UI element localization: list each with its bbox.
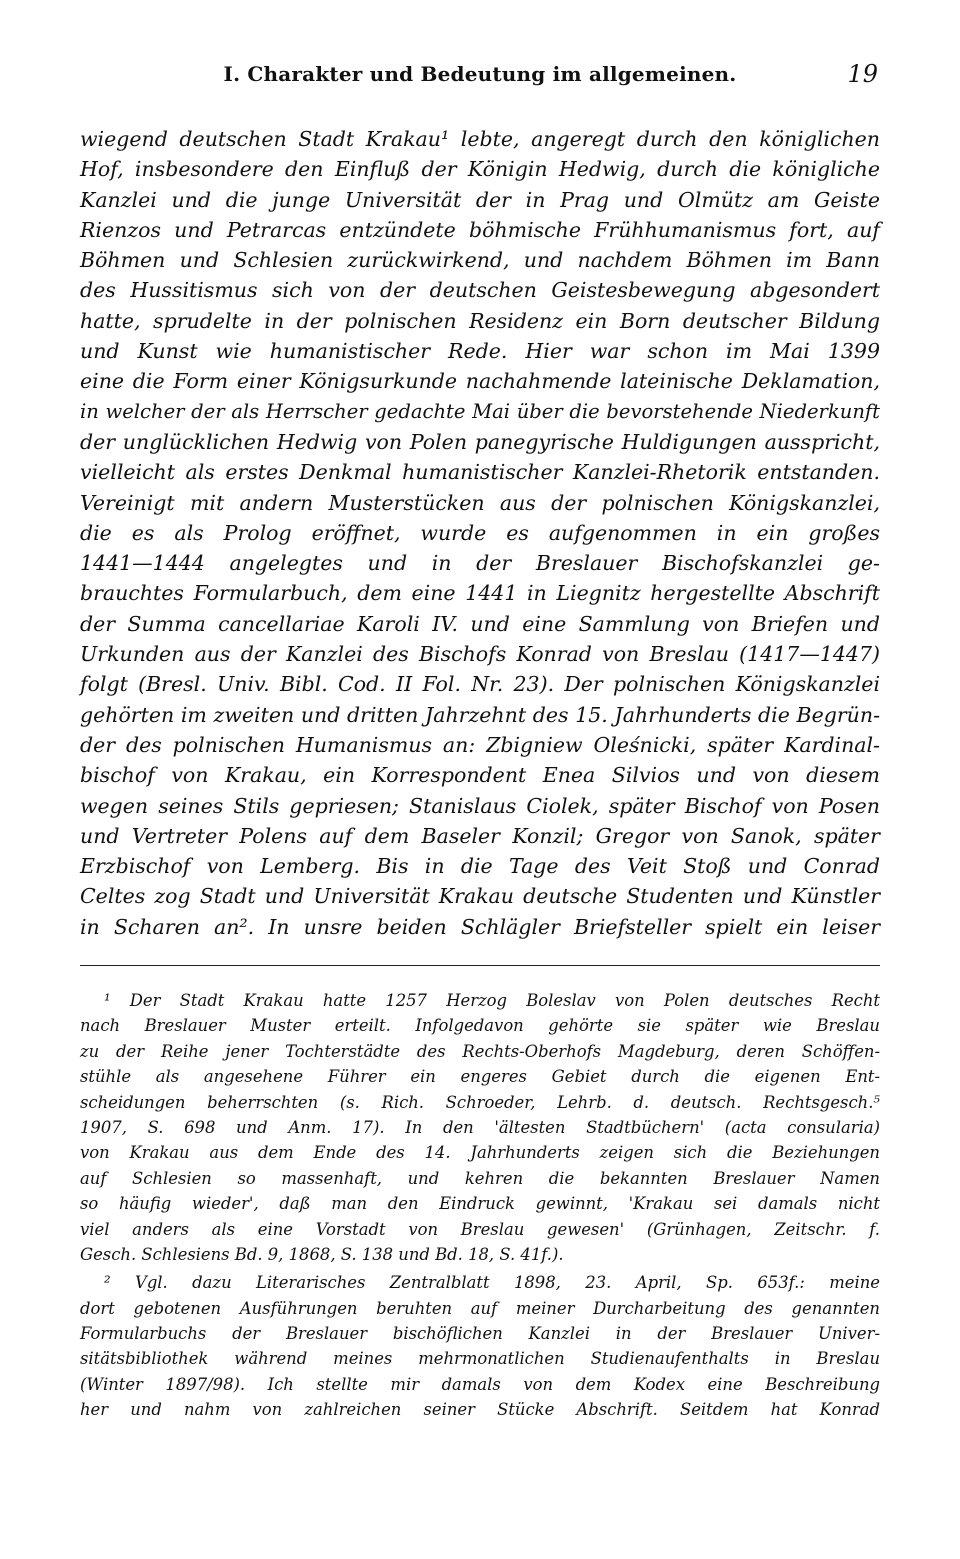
footnote-line: dort gebotenen Ausführungen beruhten auf meiner Durcharbeitung des genannten	[80, 1298, 880, 1318]
footnote-line: so häufig wieder', daß man den Eindruck gewinnt, 'Krakau sei damals nicht	[80, 1194, 880, 1214]
text-line: Kanzlei und die junge Universität der in Prag und Olmütz am Geiste	[80, 187, 880, 212]
text-line: und Vertreter Polens auf dem Baseler Konzil; Gregor von Sanok, später	[80, 823, 880, 848]
text-line: Urkunden aus der Kanzlei des Bischofs Konrad von Breslau (1417—1447)	[80, 642, 880, 667]
footnotes	[80, 988, 880, 1423]
footnote-line: sitätsbibliothek während meines mehrmonatlichen Studienaufenthalts in Breslau	[80, 1349, 880, 1369]
text-line: Hof, insbesondere den Einfluß der Königin Hedwig, durch die königliche	[80, 157, 880, 182]
chapter-title: I. Charakter und Bedeutung im allgemeinen.	[223, 62, 737, 86]
text-line: gehörten im zweiten und dritten Jahrzehnt des 15. Jahrhunderts die Begrün-	[80, 702, 880, 727]
footnote-line: auf Schlesien so massenhaft, und kehren die bekannten Breslauer Namen	[80, 1168, 880, 1188]
footnote-separator	[80, 965, 880, 966]
text-line: folgt (Bresl. Univ. Bibl. Cod. II Fol. Nr. 23). Der polnischen Königskanzlei	[80, 672, 880, 697]
footnote-line: nach Breslauer Muster erteilt. Infolgedavon gehörte sie später wie Breslau	[80, 1016, 880, 1036]
text-line: und Kunst wie humanistischer Rede. Hier war schon im Mai 1399	[80, 339, 880, 364]
text-line: 1441—1444 angelegtes und in der Breslauer Bischofskanzlei ge-	[80, 551, 880, 576]
text-line: in welcher der als Herrscher gedachte Mai über die bevorstehende Niederkunft	[80, 399, 880, 423]
footnote-1	[80, 988, 880, 1267]
footnote-2	[80, 1270, 880, 1422]
footnote-line: ¹ Der Stadt Krakau hatte 1257 Herzog Boleslav von Polen deutsches Recht	[104, 991, 880, 1010]
page-number: 19	[847, 60, 878, 88]
footnote-line: stühle als angesehene Führer ein engeres Gebiet durch die eigenen Ent-	[80, 1067, 880, 1087]
text-line: der Summa cancellariae Karoli IV. und eine Sammlung von Briefen und	[80, 611, 880, 636]
footnote-line: (Winter 1897/98). Ich stellte mir damals von dem Kodex eine Beschreibung	[80, 1374, 880, 1394]
text-line: der unglücklichen Hedwig von Polen panegyrische Huldigungen ausspricht,	[80, 429, 880, 454]
main-text	[80, 124, 880, 942]
text-line: hatte, sprudelte in der polnischen Residenz ein Born deutscher Bildung	[80, 308, 880, 333]
text-line: wiegend deutschen Stadt Krakau¹ lebte, angeregt durch den königlichen	[80, 127, 880, 151]
footnote-line: Formularbuchs der Breslauer bischöflichen Kanzlei in der Breslauer Univer-	[80, 1324, 880, 1344]
text-line: die es als Prolog eröffnet, wurde es aufgenommen in ein großes	[80, 520, 880, 545]
footnote-line: her und nahm von zahlreichen seiner Stücke Abschrift. Seitdem hat Konrad	[80, 1400, 880, 1420]
footnote-line: scheidungen beherrschten (s. Rich. Schroeder, Lehrb. d. deutsch. Rechtsgesch.⁵	[80, 1092, 880, 1112]
text-line: bischof von Krakau, ein Korrespondent Enea Silvios und von diesem	[80, 763, 880, 788]
text-line: in Scharen an². In unsre beiden Schlägler Briefsteller spielt ein leiser	[80, 914, 880, 939]
text-line: Erzbischof von Lemberg. Bis in die Tage des Veit Stoß und Conrad	[80, 854, 880, 879]
text-line: der des polnischen Humanismus an: Zbigniew Oleśnicki, später Kardinal-	[80, 732, 880, 757]
text-line: brauchtes Formularbuch, dem eine 1441 in Liegnitz hergestellte Abschrift	[80, 581, 880, 606]
footnote-line: viel anders als eine Vorstadt von Breslau gewesen' (Grünhagen, Zeitschr. f.	[80, 1219, 880, 1239]
text-line: des Hussitismus sich von der deutschen Geistesbewegung abgesondert	[80, 278, 880, 303]
text-line: Vereinigt mit andern Musterstücken aus der polnischen Königskanzlei,	[80, 490, 880, 515]
text-line: Celtes zog Stadt und Universität Krakau deutsche Studenten und Künstler	[80, 884, 880, 909]
footnote-line: zu der Reihe jener Tochterstädte des Rechts-Oberhofs Magdeburg, deren Schöffen-	[80, 1041, 880, 1061]
text-line: vielleicht als erstes Denkmal humanistischer Kanzlei-Rhetorik entstanden.	[80, 460, 880, 485]
text-line: eine die Form einer Königsurkunde nachahmende lateinische Deklamation,	[80, 369, 880, 394]
text-line: Rienzos und Petrarcas entzündete böhmische Frühhumanismus fort, auf	[80, 217, 880, 242]
footnote-line: von Krakau aus dem Ende des 14. Jahrhunderts zeigen sich die Beziehungen	[80, 1143, 880, 1163]
footnote-line: Gesch. Schlesiens Bd. 9, 1868, S. 138 und Bd. 18, S. 41f.).	[80, 1244, 564, 1264]
running-head	[80, 62, 880, 102]
text-line: Böhmen und Schlesien zurückwirkend, und nachdem Böhmen im Bann	[80, 248, 880, 273]
footnote-line: ² Vgl. dazu Literarisches Zentralblatt 1898, 23. April, Sp. 653f.: meine	[104, 1273, 880, 1293]
text-line: wegen seines Stils gepriesen; Stanislaus Ciolek, später Bischof von Posen	[80, 793, 880, 818]
footnote-line: 1907, S. 698 und Anm. 17). In den 'ältesten Stadtbüchern' (acta consularia)	[80, 1117, 880, 1137]
